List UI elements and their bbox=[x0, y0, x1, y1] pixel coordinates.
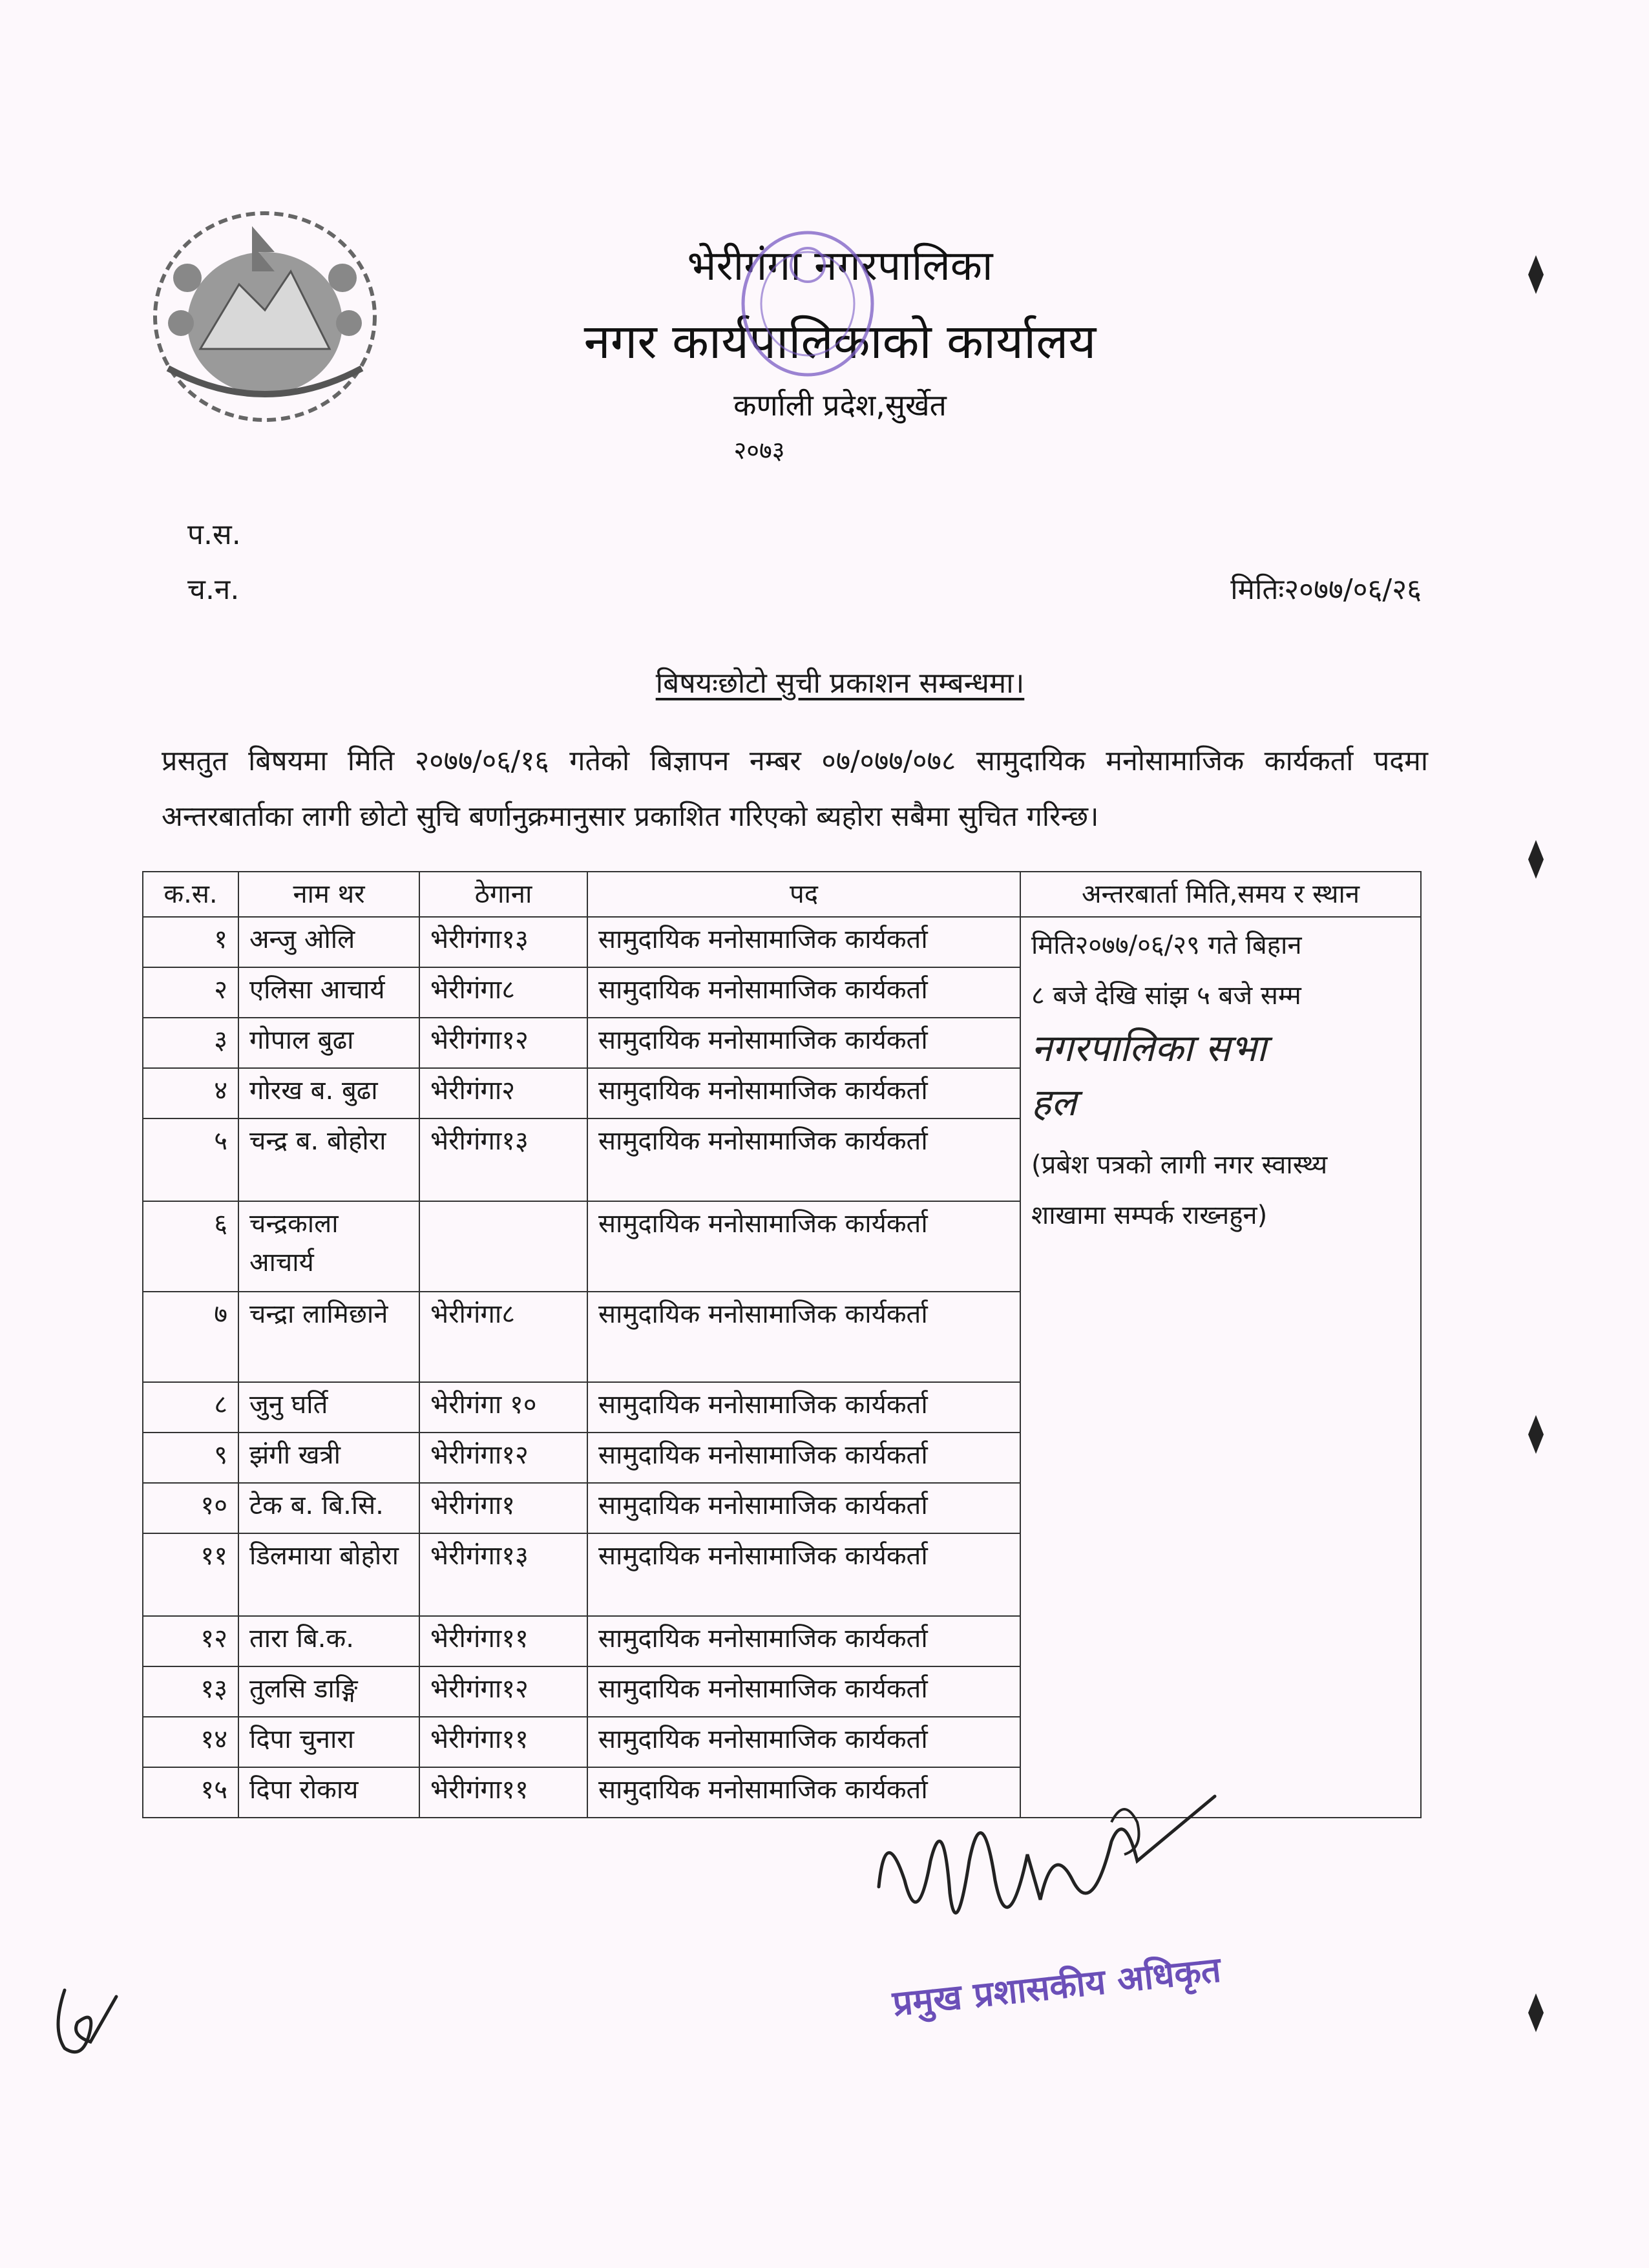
municipality-name: भेरीगंगा नगरपालिका bbox=[687, 242, 993, 290]
margin-mark-icon bbox=[1528, 1415, 1544, 1454]
cell-post: सामुदायिक मनोसामाजिक कार्यकर्ता bbox=[587, 1533, 1020, 1616]
body-paragraph: प्रसतुत बिषयमा मिति २०७७/०६/१६ गतेको बिज्ञापन नम्बर ०७/०७७/०७८ सामुदायिक मनोसामाजिक कार्यकर्ता पदमा अन्तरबार्ताका लागी छोटो सुचि बर्णानुक्रमानुसार प्रकाशित गरिएको ब्यहोरा सबैमा सुचित गरिन्छ। bbox=[162, 745, 1428, 833]
cell-post: सामुदायिक मनोसामाजिक कार्यकर्ता bbox=[587, 1068, 1020, 1118]
margin-mark-icon bbox=[1528, 255, 1544, 294]
interview-time-range: ८ बजे देखि सांझ ५ बजे सम्म bbox=[1031, 981, 1301, 1011]
shortlist-table bbox=[142, 871, 1422, 1818]
cell-address: भेरीगंगा१२ bbox=[419, 1433, 587, 1483]
handwritten-signature-icon bbox=[866, 1783, 1228, 1971]
province-name: कर्णाली प्रदेश,सुर्खेत bbox=[733, 388, 947, 423]
interview-details-cell bbox=[1020, 917, 1421, 1818]
cell-post: सामुदायिक मनोसामाजिक कार्यकर्ता bbox=[587, 1616, 1020, 1666]
interview-note: (प्रबेश पत्रको लागी नगर स्वास्थ्य bbox=[1031, 1150, 1328, 1180]
margin-mark-icon bbox=[1528, 840, 1544, 879]
cell-sn: ४ bbox=[143, 1068, 238, 1118]
cell-name: तुलसि डाङ्गि bbox=[238, 1666, 419, 1717]
cell-name: चन्द्रकाला आचार्य bbox=[238, 1201, 419, 1292]
cell-post: सामुदायिक मनोसामाजिक कार्यकर्ता bbox=[587, 1433, 1020, 1483]
cell-name: चन्द्रा लामिछाने bbox=[238, 1292, 419, 1382]
cell-address: भेरीगंगा२ bbox=[419, 1068, 587, 1118]
cell-post: सामुदायिक मनोसामाजिक कार्यकर्ता bbox=[587, 1666, 1020, 1717]
header-year: २०७३ bbox=[733, 436, 785, 465]
cn-label: च.न. bbox=[187, 573, 240, 606]
cell-name: टेक ब. बि.सि. bbox=[238, 1483, 419, 1533]
cell-address: भेरीगंगा११ bbox=[419, 1616, 587, 1666]
cell-name: अन्जु ओलि bbox=[238, 917, 419, 967]
nepal-emblem-icon bbox=[142, 200, 388, 433]
cell-name: चन्द्र ब. बोहोरा bbox=[238, 1118, 419, 1201]
table-header-row bbox=[143, 872, 1421, 917]
cell-name: दिपा रोकाय bbox=[238, 1767, 419, 1818]
handwritten-initial-icon bbox=[45, 1977, 136, 2068]
cell-sn: १ bbox=[143, 917, 238, 967]
cell-name: तारा बि.क. bbox=[238, 1616, 419, 1666]
cell-post: सामुदायिक मनोसामाजिक कार्यकर्ता bbox=[587, 1717, 1020, 1767]
cell-post: सामुदायिक मनोसामाजिक कार्यकर्ता bbox=[587, 1118, 1020, 1201]
cell-address bbox=[419, 1201, 587, 1292]
cell-address: भेरीगंगा११ bbox=[419, 1767, 587, 1818]
cell-sn: ९ bbox=[143, 1433, 238, 1483]
cell-sn: ११ bbox=[143, 1533, 238, 1616]
cell-sn: १४ bbox=[143, 1717, 238, 1767]
signatory-title: प्रमुख प्रशासकीय अधिकृत bbox=[890, 1949, 1223, 2024]
subject-text: बिषयःछोटो सुची प्रकाशन सम्बन्धमा। bbox=[655, 667, 1025, 700]
cell-post: सामुदायिक मनोसामाजिक कार्यकर्ता bbox=[587, 1767, 1020, 1818]
office-name: नगर कार्यपालिकाको कार्यालय bbox=[583, 314, 1097, 370]
cell-post: सामुदायिक मनोसामाजिक कार्यकर्ता bbox=[587, 1201, 1020, 1292]
col-header-address: ठेगाना bbox=[419, 872, 587, 917]
cell-sn: १५ bbox=[143, 1767, 238, 1818]
subject-line bbox=[323, 662, 1357, 701]
cell-sn: ८ bbox=[143, 1382, 238, 1433]
cell-address: भेरीगंगा१३ bbox=[419, 1533, 587, 1616]
cell-name: जुनु घर्ति bbox=[238, 1382, 419, 1433]
cell-address: भेरीगंगा१२ bbox=[419, 1018, 587, 1068]
cell-address: भेरीगंगा११ bbox=[419, 1717, 587, 1767]
cell-address: भेरीगंगा१२ bbox=[419, 1666, 587, 1717]
cell-name: डिलमाया बोहोरा bbox=[238, 1533, 419, 1616]
cell-address: भेरीगंगा१३ bbox=[419, 917, 587, 967]
cell-address: भेरीगंगा १० bbox=[419, 1382, 587, 1433]
cell-name: गोरख ब. बुढा bbox=[238, 1068, 419, 1118]
col-header-post: पद bbox=[587, 872, 1020, 917]
interview-venue-handwritten: हल bbox=[1031, 1080, 1077, 1124]
cell-sn: ३ bbox=[143, 1018, 238, 1068]
cell-post: सामुदायिक मनोसामाजिक कार्यकर्ता bbox=[587, 1382, 1020, 1433]
cell-address: भेरीगंगा८ bbox=[419, 1292, 587, 1382]
col-header-sn: क.स. bbox=[143, 872, 238, 917]
cell-name: दिपा चुनारा bbox=[238, 1717, 419, 1767]
cell-sn: १० bbox=[143, 1483, 238, 1533]
cell-post: सामुदायिक मनोसामाजिक कार्यकर्ता bbox=[587, 1018, 1020, 1068]
ps-label: प.स. bbox=[187, 518, 241, 551]
cell-sn: १३ bbox=[143, 1666, 238, 1717]
table-row bbox=[143, 917, 1421, 967]
interview-date-time: मिति२०७७/०६/२९ गते बिहान bbox=[1031, 930, 1302, 960]
cell-name: एलिसा आचार्य bbox=[238, 967, 419, 1018]
interview-venue-handwritten: नगरपालिका सभा bbox=[1031, 1026, 1266, 1070]
cell-address: भेरीगंगा१ bbox=[419, 1483, 587, 1533]
cell-post: सामुदायिक मनोसामाजिक कार्यकर्ता bbox=[587, 1483, 1020, 1533]
margin-mark-icon bbox=[1528, 1993, 1544, 2032]
col-header-name: नाम थर bbox=[238, 872, 419, 917]
cell-name: झंगी खत्री bbox=[238, 1433, 419, 1483]
cell-address: भेरीगंगा८ bbox=[419, 967, 587, 1018]
cell-sn: २ bbox=[143, 967, 238, 1018]
cell-post: सामुदायिक मनोसामाजिक कार्यकर्ता bbox=[587, 917, 1020, 967]
cell-sn: ५ bbox=[143, 1118, 238, 1201]
cell-name: गोपाल बुढा bbox=[238, 1018, 419, 1068]
cell-address: भेरीगंगा१३ bbox=[419, 1118, 587, 1201]
cell-sn: १२ bbox=[143, 1616, 238, 1666]
office-stamp-icon bbox=[730, 220, 885, 414]
interview-note: शाखामा सम्पर्क राख्नहुन) bbox=[1031, 1201, 1268, 1230]
cell-sn: ७ bbox=[143, 1292, 238, 1382]
letter-date: मितिः२०७७/०६/२६ bbox=[1230, 573, 1422, 606]
col-header-interview: अन्तरबार्ता मिति,समय र स्थान bbox=[1020, 872, 1421, 917]
cell-post: सामुदायिक मनोसामाजिक कार्यकर्ता bbox=[587, 967, 1020, 1018]
cell-post: सामुदायिक मनोसामाजिक कार्यकर्ता bbox=[587, 1292, 1020, 1382]
cell-sn: ६ bbox=[143, 1201, 238, 1292]
